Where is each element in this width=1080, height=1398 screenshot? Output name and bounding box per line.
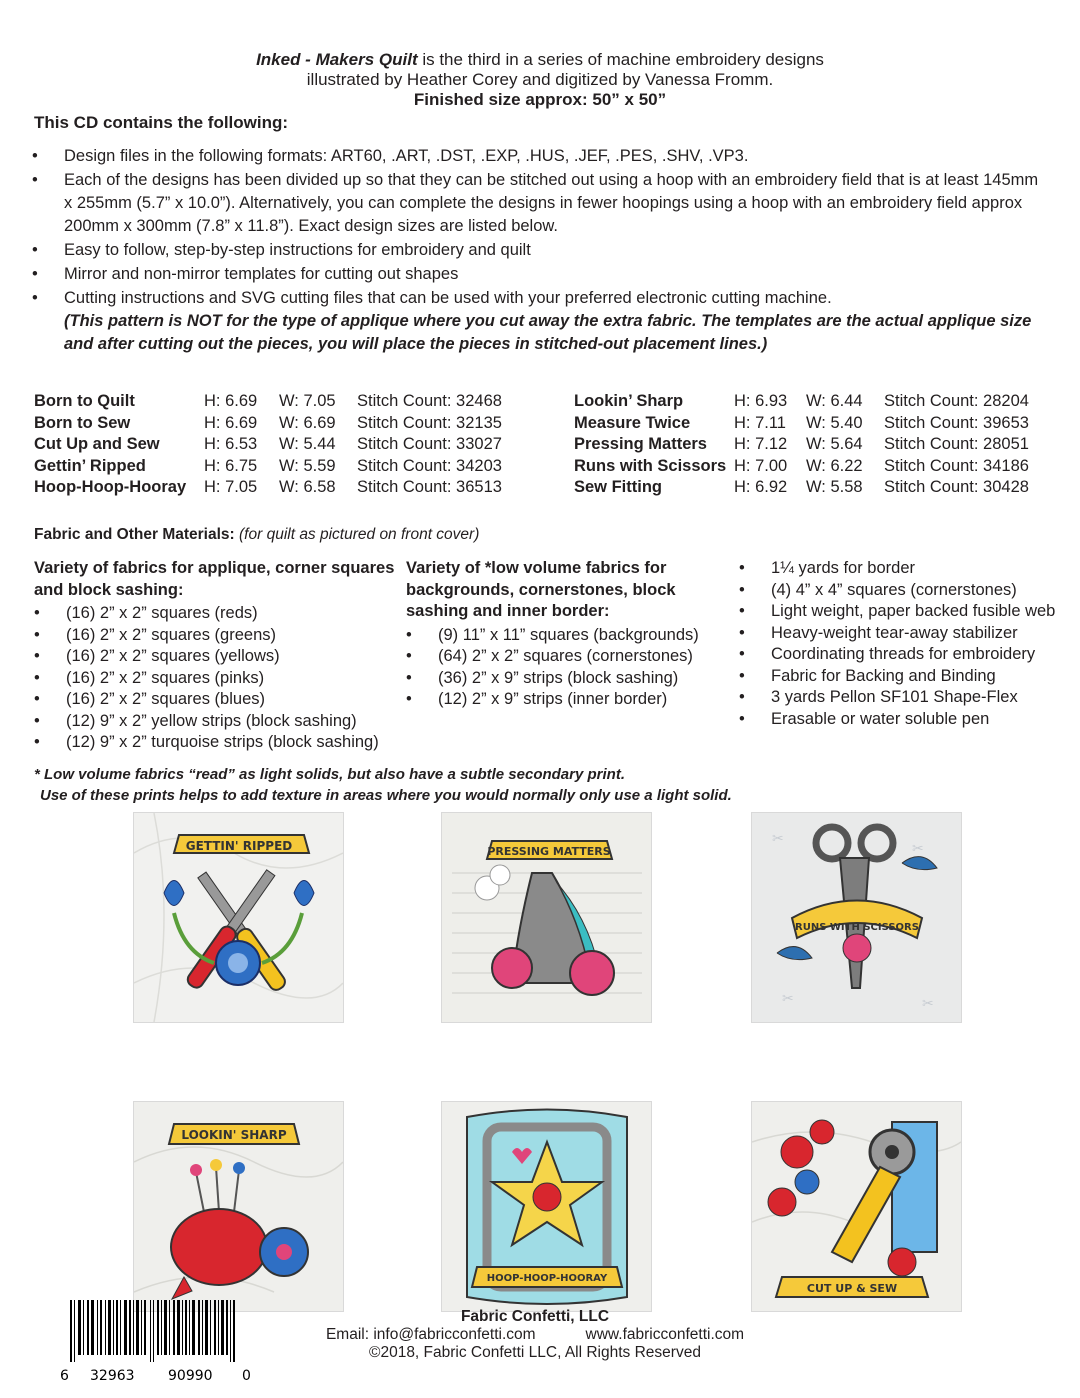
block-image-lookin-sharp	[133, 1101, 344, 1312]
list-item: • (16) 2” x 2” squares (pinks)	[34, 668, 409, 690]
table-row: Hoop-Hoop-Hooray H: 7.05 W: 6.58 Stitch Count: 36513	[34, 478, 502, 496]
table-row: Runs with Scissors H: 7.00 W: 6.22 Stitch Count: 34186	[574, 456, 1029, 475]
svg-text:✂: ✂	[912, 840, 924, 856]
table-row: Measure Twice H: 7.11 W: 5.40 Stitch Count: 39653	[574, 413, 1029, 432]
list-item: • Fabric for Backing and Binding	[739, 666, 1059, 688]
table-row: Pressing Matters H: 7.12 W: 5.64 Stitch Count: 28051	[574, 435, 1029, 453]
block-image-pressing-matters	[441, 812, 652, 1023]
list-item: • Mirror and non-mirror templates for cutting out shapes	[32, 263, 1042, 286]
list-item: • (16) 2” x 2” squares (reds)	[34, 603, 409, 625]
table-row: Born to Sew H: 6.69 W: 6.69 Stitch Count: 32135	[34, 413, 502, 432]
table-row: Sew Fitting H: 6.92 W: 5.58 Stitch Count: 30428	[574, 478, 1029, 496]
list-item: • (4) 4” x 4” squares (cornerstones)	[739, 580, 1059, 602]
block-image-gettin-ripped	[133, 812, 344, 1023]
svg-text:0: 0	[242, 1368, 251, 1384]
table-row: Born to Quilt H: 6.69 W: 7.05 Stitch Count: 32468	[34, 392, 502, 410]
list-item: • (16) 2” x 2” squares (blues)	[34, 689, 409, 711]
quilt-title: Inked - Makers Quilt	[256, 50, 418, 69]
company-name: Fabric Confetti, LLC	[460, 1308, 610, 1325]
list-item: • (16) 2” x 2” squares (yellows)	[34, 646, 409, 668]
cd-contents-list	[32, 145, 1042, 357]
table-row: Lookin’ Sharp H: 6.93 W: 6.44 Stitch Count: 28204	[574, 392, 1029, 410]
block-image-runs-with-scissors	[751, 812, 962, 1023]
list-item: • Erasable or water soluble pen	[739, 709, 1059, 731]
cd-heading: This CD contains the following:	[34, 113, 289, 132]
materials-col-1: Variety of fabrics for applique, corner squares and block sashing: • (16) 2” x 2” squares (reds) • (16) 2” x 2” squares (greens) • (16) 2” x 2” squares (yellows) • (16) 2” x 2” squares (pinks) • (16) 2” x 2” squares (blues) • (12) 9” x 2” yellow strips (block sashing) • (12) 9” x 2” turquoise strips (block sashing)	[34, 558, 409, 754]
list-item: • Each of the designs has been divided up so that they can be stitched out using a hoop with an embroidery field that is at least 145mm x 255mm (5.7” x 10.0”). Alternatively, you can complete the designs in fewer hoopings using a hoop with an embroidery field approx 200mm x 300mm (7.8” x 11.8”). Exact design sizes are listed below.	[32, 169, 1042, 238]
intro: Inked - Makers Quilt is the third in a series of machine embroidery designs illustrated by Heather Corey and digitized by Vanessa Fromm. Finished size approx: 50” x 50”	[0, 50, 1080, 110]
svg-text:CUT UP & SEW: CUT UP & SEW	[806, 1282, 898, 1295]
footnote: * Low volume fabrics “read” as light solids, but also have a subtle secondary print. Use of these prints helps to add texture in areas where you would normally only use a light solid.	[34, 766, 732, 804]
svg-text:32963: 32963	[90, 1368, 135, 1384]
table-row: Cut Up and Sew H: 6.53 W: 5.44 Stitch Count: 33027	[34, 435, 502, 453]
svg-text:RUNS WITH SCISSORS: RUNS WITH SCISSORS	[795, 922, 919, 933]
design-table-left	[34, 391, 502, 499]
svg-text:LOOKIN' SHARP: LOOKIN' SHARP	[181, 1128, 287, 1142]
table-row: Gettin’ Ripped H: 6.75 W: 5.59 Stitch Count: 34203	[34, 456, 502, 475]
materials-col-3	[739, 558, 1059, 730]
list-item: • (36) 2” x 9” strips (block sashing)	[406, 668, 731, 690]
list-item: • Cutting instructions and SVG cutting files that can be used with your preferred electronic cutting machine. (This pattern is NOT for the type of applique where you cut away the extra fabric. The templates are the actual applique size and after cutting out the pieces, you will place the pieces in stitched-out placement lines.)	[32, 287, 1042, 356]
list-item: • Design files in the following formats: ART60, .ART, .DST, .EXP, .HUS, .JEF, .PES, .SHV, .VP3.	[32, 145, 1042, 168]
list-item: • (12) 9” x 2” turquoise strips (block sashing)	[34, 732, 409, 754]
applique-note: (This pattern is NOT for the type of applique where you cut away the extra fabric. The templates are the actual applique size and after cutting out the pieces, you will place the pieces in stitched-out placement lines.)	[64, 312, 1032, 353]
block-image-cut-up-sew	[751, 1101, 962, 1312]
svg-text:✂: ✂	[922, 995, 934, 1011]
svg-text:✂: ✂	[772, 830, 784, 846]
footer	[300, 1308, 770, 1362]
list-item: • (16) 2” x 2” squares (greens)	[34, 625, 409, 647]
svg-text:HOOP-HOOP-HOORAY: HOOP-HOOP-HOORAY	[486, 1273, 608, 1284]
finished-size: Finished size approx: 50” x 50”	[413, 90, 667, 109]
list-item: • Heavy-weight tear-away stabilizer	[739, 623, 1059, 645]
list-item: • (64) 2” x 2” squares (cornerstones)	[406, 646, 731, 668]
website-link[interactable]: www.fabricconfetti.com	[585, 1326, 745, 1343]
block-image-hoop-hooray	[441, 1101, 652, 1312]
list-item: • Coordinating threads for embroidery	[739, 644, 1059, 666]
list-item: • Light weight, paper backed fusible web	[739, 601, 1059, 623]
materials-heading: Fabric and Other Materials: (for quilt as pictured on front cover)	[34, 526, 480, 543]
copyright: ©2018, Fabric Confetti LLC, All Rights Reserved	[369, 1344, 701, 1361]
list-item: • 3 yards Pellon SF101 Shape-Flex	[739, 687, 1059, 709]
svg-text:GETTIN' RIPPED: GETTIN' RIPPED	[185, 839, 293, 853]
design-table-right	[574, 391, 1029, 499]
svg-text:6: 6	[60, 1368, 69, 1384]
list-item: • (9) 11” x 11” squares (backgrounds)	[406, 625, 731, 647]
svg-text:90990: 90990	[168, 1368, 213, 1384]
barcode	[60, 1300, 260, 1390]
materials-col-2: Variety of *low volume fabrics for backgrounds, cornerstones, block sashing and inner border: • (9) 11” x 11” squares (backgrounds) • (64) 2” x 2” squares (cornerstones) • (36) 2” x 9” strips (block sashing) • (12) 2” x 9” strips (inner border)	[406, 558, 731, 711]
list-item: • (12) 9” x 2” yellow strips (block sashing)	[34, 711, 409, 733]
list-item: • Easy to follow, step-by-step instructions for embroidery and quilt	[32, 239, 1042, 262]
svg-text:✂: ✂	[782, 990, 794, 1006]
list-item: • 1¼ yards for border	[739, 558, 1059, 580]
email-link[interactable]: Email: info@fabricconfetti.com	[325, 1326, 536, 1343]
list-item: • (12) 2” x 9” strips (inner border)	[406, 689, 731, 711]
svg-text:PRESSING MATTERS: PRESSING MATTERS	[487, 845, 611, 858]
